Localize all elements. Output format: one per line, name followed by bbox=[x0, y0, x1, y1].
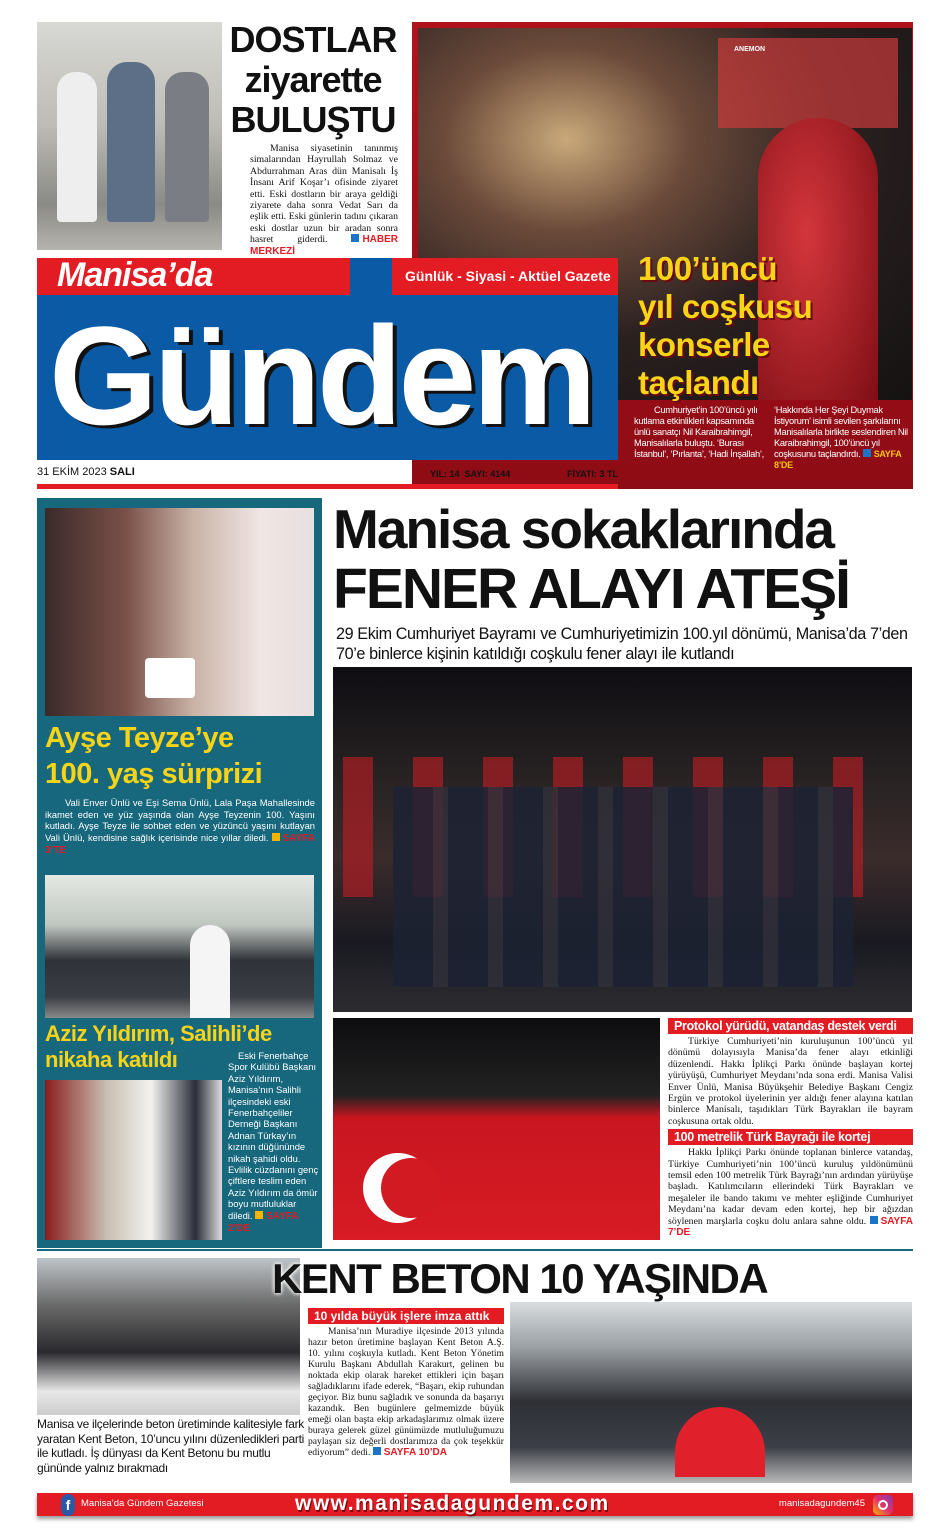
flag-photo bbox=[333, 1018, 660, 1240]
masthead-kicker: Manisa’da bbox=[57, 256, 213, 294]
fener-subtitle: 29 Ekim Cumhuriyet Bayramı ve Cumhuriyetimizin 100.yıl dönümü, Manisa’da 7’den 70’e binlerce kişinin katıldığı coşkulu fener alayı ile kutlandı bbox=[336, 625, 908, 663]
masthead-tagline: Günlük - Siyasi - Aktüel Gazete bbox=[405, 268, 611, 284]
headline-line: yıl coşkusu bbox=[638, 288, 813, 325]
headline-line: 100’üncü bbox=[638, 250, 778, 287]
ayse-photo bbox=[45, 508, 314, 716]
aziz-photo bbox=[45, 1080, 222, 1240]
body-text: Manisa siyasetinin tanınmış simalarından Hayrullah Solmaz ve Abdurrahman Aras dün Manisalı İş İnsanı Arif Koşar’ı ofisinde ziyaret etti. Eski dostların bir araya geldiği ziyarete daha sonra Vedat Sarı da eşlik etti. Eski günlerin tadını çıkaran eski dostlar uzun bir aradan sonra hasret giderdi. bbox=[250, 143, 398, 246]
kent-photo-right bbox=[510, 1302, 912, 1483]
fener-subhead-1: Protokol yürüdü, vatandaş destek verdi bbox=[668, 1018, 913, 1034]
concert-body-col2 bbox=[774, 405, 910, 471]
facebook-icon[interactable]: f bbox=[61, 1494, 75, 1516]
page-ref: SAYFA 2’DE bbox=[228, 1210, 299, 1235]
page-ref: SAYFA 3’TE bbox=[45, 832, 315, 856]
headline-line: Manisa sokaklarında bbox=[333, 498, 834, 560]
bullet-icon bbox=[863, 449, 871, 457]
page-ref: HABER MERKEZİ bbox=[250, 234, 398, 257]
headline-line: Ayşe Teyze’ye bbox=[45, 722, 234, 754]
dostlar-photo bbox=[37, 22, 222, 250]
headline-line: Aziz Yıldırım, Salihli’de bbox=[45, 1021, 272, 1046]
bullet-icon bbox=[351, 234, 359, 242]
section-rule bbox=[37, 1249, 913, 1251]
headline-line: taçlandı bbox=[638, 364, 759, 401]
concert-body-col1: Cumhuriyet’in 100’üncü yılı kutlama etkinlikleri kapsamında ünlü sanatçı Nil Karaibrahimgil, Manisalılarla buluştu. ‘Burası İstanbul’, ‘Pırlanta’, ‘Hadi İnşallah’, bbox=[634, 405, 764, 459]
price: FİYATI: 3 TL bbox=[566, 469, 618, 479]
fener-body-1: Türkiye Cumhuriyeti’nin kuruluşunun 100’üncü yıl dönümü dolayısıyla Manisa’da fener alayı etkinliği düzenlendi. Hakkı İplikçi Parkı önünde başlayan kortej yürüyüşü, Cumhuriyet Meydanı’nda sona erdi. Manisa Valisi Enver Ünlü, Manisa Büyükşehir Belediye Başkanı Cengiz Ergün ve protokol üyelerinin yer aldığı fener alayına katılan binlerce Manisalı, taşıdıkları Türk Bayrakları ile bayram coşkusuna ortak oldu. bbox=[668, 1036, 913, 1127]
concert-headline bbox=[638, 250, 908, 402]
body-text: Manisa’nın Muradiye ilçesinde 2013 yılında hazır beton üretimine başlayan Kent Beton A.Ş. 10. yılını coşkuyla kutladı. Kent Beton Yönetim Kurulu Başkanı Abdullah Karakurt, gelinen bu noktada ekip olarak hareket ettikleri için başarı sağladıklarını ifade ederek, “Başarı, ekip ruhundan geçiyor. Biz bunu sağladık ve sonunda da başarıyı kazandık. Ben bugünlere gelmemizde büyük emeği olan başta ekip arkadaşlarımız olmak üzere buraya gelerek güzel günümüzde mutluluğumuzu paylaşan siz değerli dostlarımıza da çok teşekkür ediyorum” dedi. bbox=[308, 1326, 504, 1458]
page-ref: SAYFA 7’DE bbox=[668, 1215, 913, 1239]
instagram-link[interactable]: manisadagundem45 bbox=[778, 1498, 865, 1509]
body-text: Hakkı İplikçi Parkı önünde toplanan binlerce vatandaş, Türkiye Cumhuriyeti’nin 100’üncü kuruluş yıldönümünü temsil eden 100 metrelik Türk Bayrağı’nın ardından yürüyüşe başladı. Katılımcıların ellerindeki Türk Bayrakları ve meşaleler ile bando takımı ve mehter eşliğinde Cumhuriyet Meydanı’na kadar devam eden kortej, hep bir ağızdan söylenen marşlarla coşku dolu anlara sahne oldu. bbox=[668, 1147, 913, 1227]
fener-body-2 bbox=[668, 1147, 913, 1238]
issue-number: YIL: 14 SAYI: 4144 bbox=[430, 469, 511, 479]
headline-line: FENER ALAYI ATEŞİ bbox=[333, 557, 850, 621]
page-ref: SAYFA 10’DA bbox=[383, 1447, 447, 1458]
kent-caption: Manisa ve ilçelerinde beton üretiminde kalitesiyle fark yaratan Kent Beton, 10’uncu yılını düzenledikleri parti ile kutladı. İş dünyası da Kent Betonu bu mutlu gününde yalnız bırakmadı bbox=[37, 1417, 305, 1475]
instagram-icon[interactable] bbox=[873, 1495, 893, 1515]
body-text: Vali Enver Ünlü ve Eşi Sema Ünlü, Lala Paşa Mahallesinde ikamet eden ve yüz yaşında olan Ayşe Teyzenin 100. Yaşını kutladı. Ayşe Teyze ile sohbet eden ve yüzüncü yaşını kutlayan Vali Ünlü, kendisine sağlık içerisinde nice yıllar diledi. bbox=[45, 797, 315, 843]
masthead-title: Gündem bbox=[49, 297, 593, 454]
day: SALI bbox=[109, 466, 135, 478]
fener-photo bbox=[333, 667, 912, 1012]
fener-side-column bbox=[668, 1018, 913, 1239]
aziz-body bbox=[228, 1050, 319, 1235]
facebook-link[interactable]: Manisa’da Gündem Gazetesi bbox=[81, 1498, 204, 1509]
photo-sign: ANEMON bbox=[734, 46, 766, 53]
bullet-icon bbox=[272, 833, 280, 841]
body-text: Eski Fenerbahçe Spor Kulübü Başkanı Aziz Yıldırım, Manisa’nın Salihli ilçesindeki eski Fenerbahçeliler Derneği Başkanı Adnan Türkay’ın kızının düğününde nikah şahidi oldu. Evlilik cüzdanını genç çiftlere teslim eden Aziz Yıldırım da ömür boyu mutluluklar diledi. bbox=[228, 1050, 319, 1221]
footer-bar bbox=[37, 1493, 913, 1516]
masthead bbox=[37, 258, 618, 460]
bullet-icon bbox=[255, 1211, 263, 1219]
kent-photo-left bbox=[37, 1258, 300, 1415]
masthead-rule bbox=[37, 484, 618, 489]
headline-line: 100. yaş sürprizi bbox=[45, 758, 263, 790]
date: 31 EKİM 2023 bbox=[37, 466, 107, 478]
body-text: ‘Hakkında Her Şeyi Duymak İstiyorum’ isimli sevilen şarkılarını Manisalılarla birlikte seslendiren Nil Karaibrahimgil, 100’üncü yıl coşkusunu taçlandırdı. bbox=[774, 405, 908, 459]
kent-article bbox=[308, 1308, 504, 1458]
dostlar-headline bbox=[224, 20, 402, 140]
page-ref: SAYFA 8’DE bbox=[774, 449, 902, 470]
headline-line: BULUŞTU bbox=[230, 99, 396, 140]
kent-subhead: 10 yılda büyük işlere imza attık bbox=[308, 1308, 504, 1324]
wedding-photo bbox=[45, 875, 314, 1018]
bullet-icon bbox=[870, 1216, 878, 1224]
dostlar-body bbox=[250, 143, 398, 257]
fener-subhead-2: 100 metrelik Türk Bayrağı ile kortej bbox=[668, 1129, 913, 1145]
kent-headline: KENT BETON 10 YAŞINDA bbox=[272, 1255, 768, 1302]
headline-line: ziyarette bbox=[244, 59, 382, 100]
ayse-headline bbox=[45, 720, 320, 792]
ayse-body bbox=[45, 797, 315, 857]
headline-line: DOSTLAR bbox=[229, 19, 397, 60]
date-line bbox=[37, 466, 618, 484]
fener-headline bbox=[333, 499, 913, 619]
website-link[interactable]: www.manisadagundem.com bbox=[295, 1492, 610, 1515]
kent-body bbox=[308, 1326, 504, 1458]
bullet-icon bbox=[373, 1447, 381, 1455]
headline-line: nikaha katıldı bbox=[45, 1047, 178, 1072]
headline-line: konserle bbox=[638, 326, 770, 363]
